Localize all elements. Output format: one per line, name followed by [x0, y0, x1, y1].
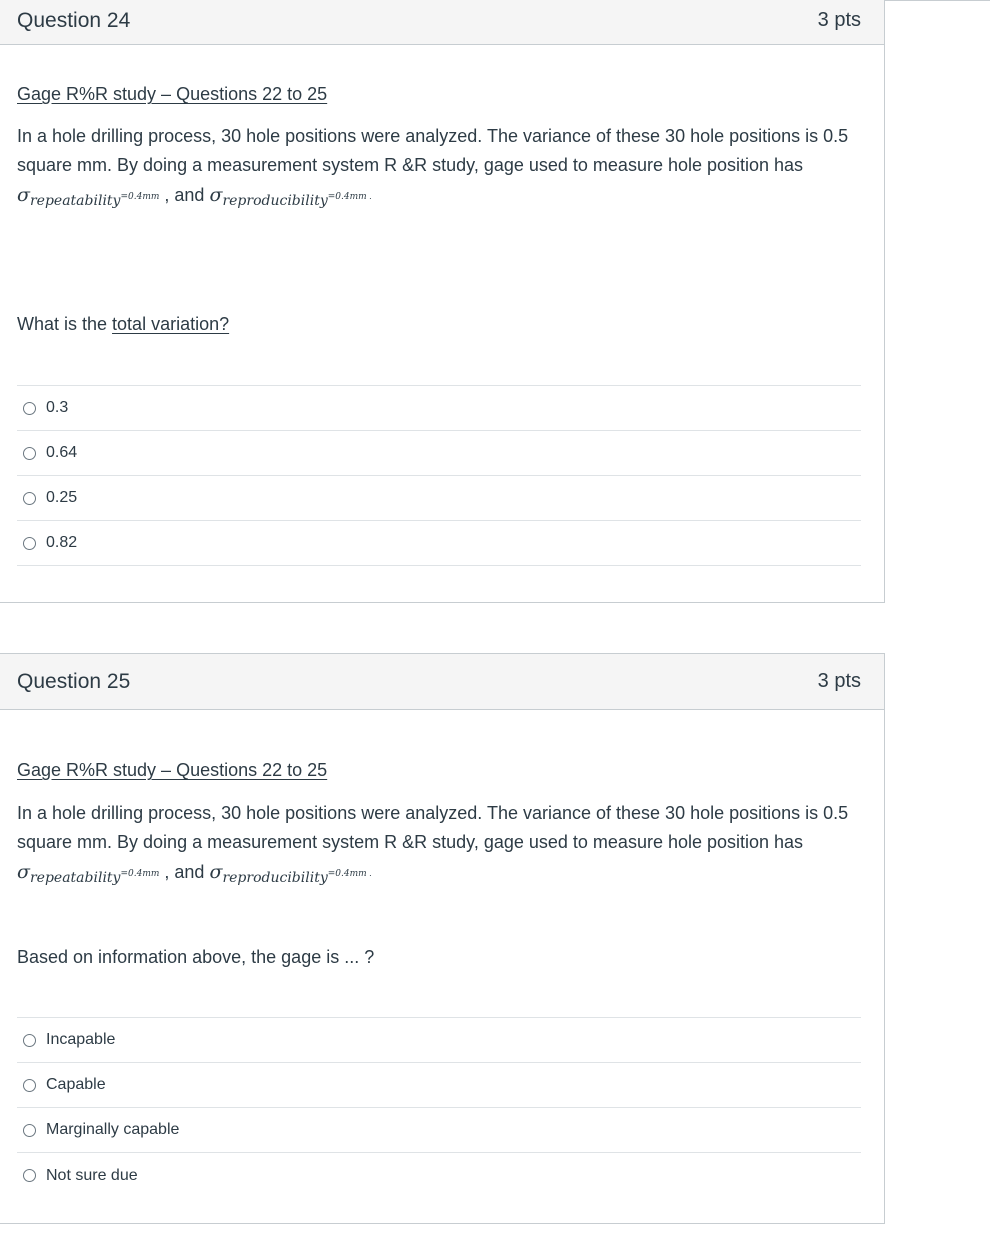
- question-title: Question 25: [17, 669, 131, 693]
- study-link[interactable]: Gage R%R study – Questions 22 to 25: [17, 760, 328, 780]
- question-prompt: Based on information above, the gage is ... ?: [17, 947, 375, 967]
- question-25: [0, 653, 885, 1224]
- radio-button[interactable]: [23, 1079, 36, 1092]
- question-text: In a hole drilling process, 30 hole positions were analyzed. The variance of these 30 hole positions is 0.5 square mm. By doing a measurement system R &R study, gage used to measure hole position has: [17, 126, 849, 175]
- answer-option[interactable]: [17, 1153, 861, 1198]
- radio-button[interactable]: [23, 537, 36, 550]
- total-variation-link[interactable]: total variation?: [112, 314, 230, 334]
- answer-label: 0.3: [46, 399, 69, 416]
- radio-button[interactable]: [23, 402, 36, 415]
- answer-label: Not sure due: [46, 1166, 138, 1184]
- radio-button[interactable]: [23, 1124, 36, 1137]
- question-title: Question 24: [17, 8, 131, 32]
- question-points: 3 pts: [817, 670, 861, 692]
- answer-option[interactable]: [17, 521, 861, 566]
- answer-option[interactable]: [17, 386, 861, 431]
- question-points: 3 pts: [817, 9, 861, 31]
- question-header: [0, 654, 884, 710]
- answer-option[interactable]: [17, 476, 861, 521]
- question-header: [0, 0, 884, 45]
- answer-label: Incapable: [46, 1031, 116, 1048]
- answer-option[interactable]: [17, 1063, 861, 1108]
- radio-button[interactable]: [23, 1169, 36, 1182]
- answer-label: Capable: [46, 1076, 106, 1093]
- question-prompt: What is the total variation?: [17, 314, 230, 334]
- sigma-formula: $\sigma_{repeatability}=0.4mm$ , and $\sigma_{reproducibility}=0.4mm$ .: [17, 861, 372, 886]
- answer-option[interactable]: [17, 431, 861, 476]
- answer-option[interactable]: [17, 1108, 861, 1153]
- answer-list: [17, 1017, 861, 1198]
- radio-button[interactable]: [23, 447, 36, 460]
- answer-list: [17, 385, 861, 566]
- radio-button[interactable]: [23, 492, 36, 505]
- question-text: In a hole drilling process, 30 hole positions were analyzed. The variance of these 30 hole positions is 0.5 square mm. By doing a measurement system R &R study, gage used to measure hole position has: [17, 803, 849, 852]
- answer-option[interactable]: [17, 1018, 861, 1063]
- answer-label: Marginally capable: [46, 1121, 180, 1138]
- answer-label: 0.82: [46, 534, 78, 551]
- study-link[interactable]: Gage R%R study – Questions 22 to 25: [17, 84, 328, 104]
- radio-button[interactable]: [23, 1034, 36, 1047]
- question-24: [0, 0, 885, 603]
- answer-label: 0.64: [46, 444, 78, 461]
- answer-label: 0.25: [46, 489, 78, 506]
- sigma-formula: $\sigma_{repeatability}=0.4mm$ , and $\sigma_{reproducibility}=0.4mm$ .: [17, 184, 372, 209]
